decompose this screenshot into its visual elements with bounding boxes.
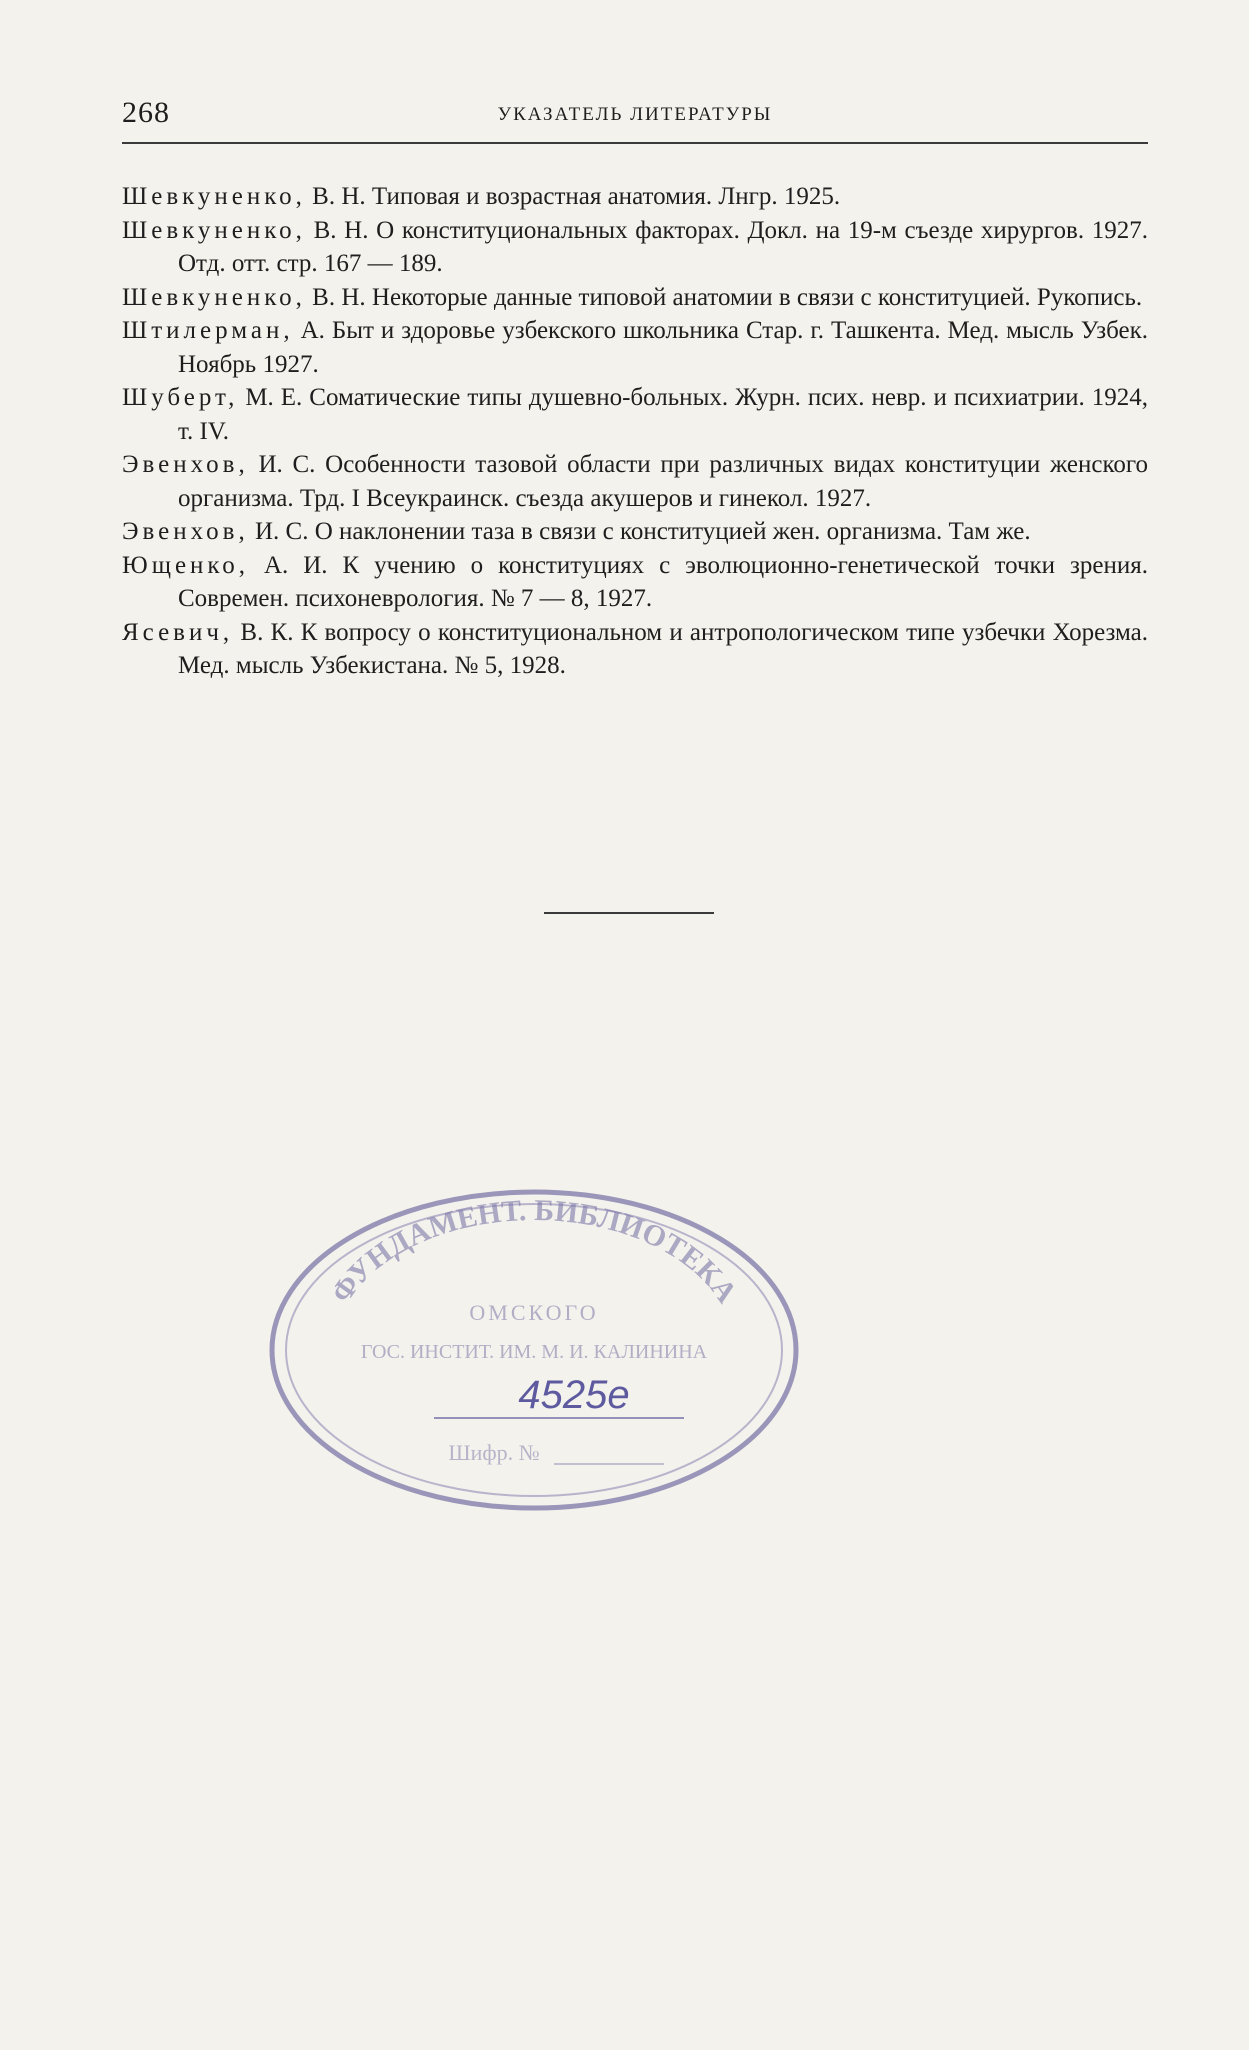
stamp-line-2: ОМСКОГО bbox=[469, 1300, 599, 1325]
library-stamp-graphic bbox=[264, 1180, 804, 1520]
reference-item bbox=[122, 281, 1148, 315]
stamp-arc-text: ФУНДАМЕНТ. БИБЛИОТЕКА bbox=[324, 1193, 744, 1309]
reference-item bbox=[122, 214, 1148, 281]
page-number: 268 bbox=[122, 96, 170, 129]
reference-author: Штилерман, bbox=[122, 317, 294, 344]
reference-author: Эвенхов, bbox=[122, 451, 249, 478]
reference-text: И. С. О наклонении таза в связи с конституцией жен. организма. Там же. bbox=[248, 518, 1031, 545]
stamp-inventory-number: 4525е bbox=[518, 1373, 630, 1417]
reference-text: А. Быт и здоровье узбекского школьника Стар. г. Ташкента. Мед. мысль Узбек. Ноябрь 1927. bbox=[178, 317, 1148, 378]
reference-text: А. И. К учению о конституциях с эволюционно-генетической точки зрения. Современ. психоневрология. № 7 — 8, 1927. bbox=[178, 551, 1148, 612]
stamp-shelf-label: Шифр. № bbox=[448, 1440, 540, 1465]
reference-text: В. К. К вопросу о конституциональном и антропологическом типе узбечки Хорезма. Мед. мысль Узбекистана. № 5, 1928. bbox=[178, 618, 1148, 679]
reference-author: Шуберт, bbox=[122, 384, 239, 411]
reference-item bbox=[122, 180, 1148, 214]
reference-item bbox=[122, 549, 1148, 616]
reference-author: Ющенко, bbox=[122, 551, 250, 579]
reference-item bbox=[122, 515, 1148, 549]
reference-author: Ясевич, bbox=[122, 618, 234, 646]
reference-author: Шевкуненко, bbox=[122, 216, 306, 244]
reference-item bbox=[122, 448, 1148, 515]
reference-author: Эвенхов, bbox=[122, 518, 249, 545]
reference-text: В. Н. Типовая и возрастная анатомия. Лнгр. 1925. bbox=[305, 183, 841, 210]
library-stamp bbox=[264, 1180, 804, 1520]
end-rule bbox=[544, 912, 714, 914]
stamp-line-3: ГОС. ИНСТИТ. ИМ. М. И. КАЛИНИНА bbox=[360, 1341, 708, 1363]
reference-item bbox=[122, 616, 1148, 683]
reference-item bbox=[122, 314, 1148, 381]
reference-text: В. Н. О конституциональных факторах. Докл. на 19-м съезде хирургов. 1927. Отд. отт. стр. 167 — 189. bbox=[178, 216, 1148, 277]
page-header bbox=[122, 96, 1148, 144]
reference-text: В. Н. Некоторые данные типовой анатомии в связи с конституцией. Рукопись. bbox=[305, 283, 1143, 311]
reference-text: М. Е. Соматические типы душевно-больных. Журн. псих. невр. и психиатрии. 1924, т. IV. bbox=[178, 384, 1148, 445]
reference-text: И. С. Особенности тазовой области при различных видах конституции женского организма. Трд. I Всеукраинск. съезда акушеров и гинекол. 1927. bbox=[178, 451, 1148, 512]
reference-item bbox=[122, 381, 1148, 448]
reference-list bbox=[122, 180, 1148, 683]
reference-author: Шевкуненко, bbox=[122, 283, 306, 311]
running-head: УКАЗАТЕЛЬ ЛИТЕРАТУРЫ bbox=[497, 104, 773, 125]
reference-author: Шевкуненко, bbox=[122, 183, 306, 210]
